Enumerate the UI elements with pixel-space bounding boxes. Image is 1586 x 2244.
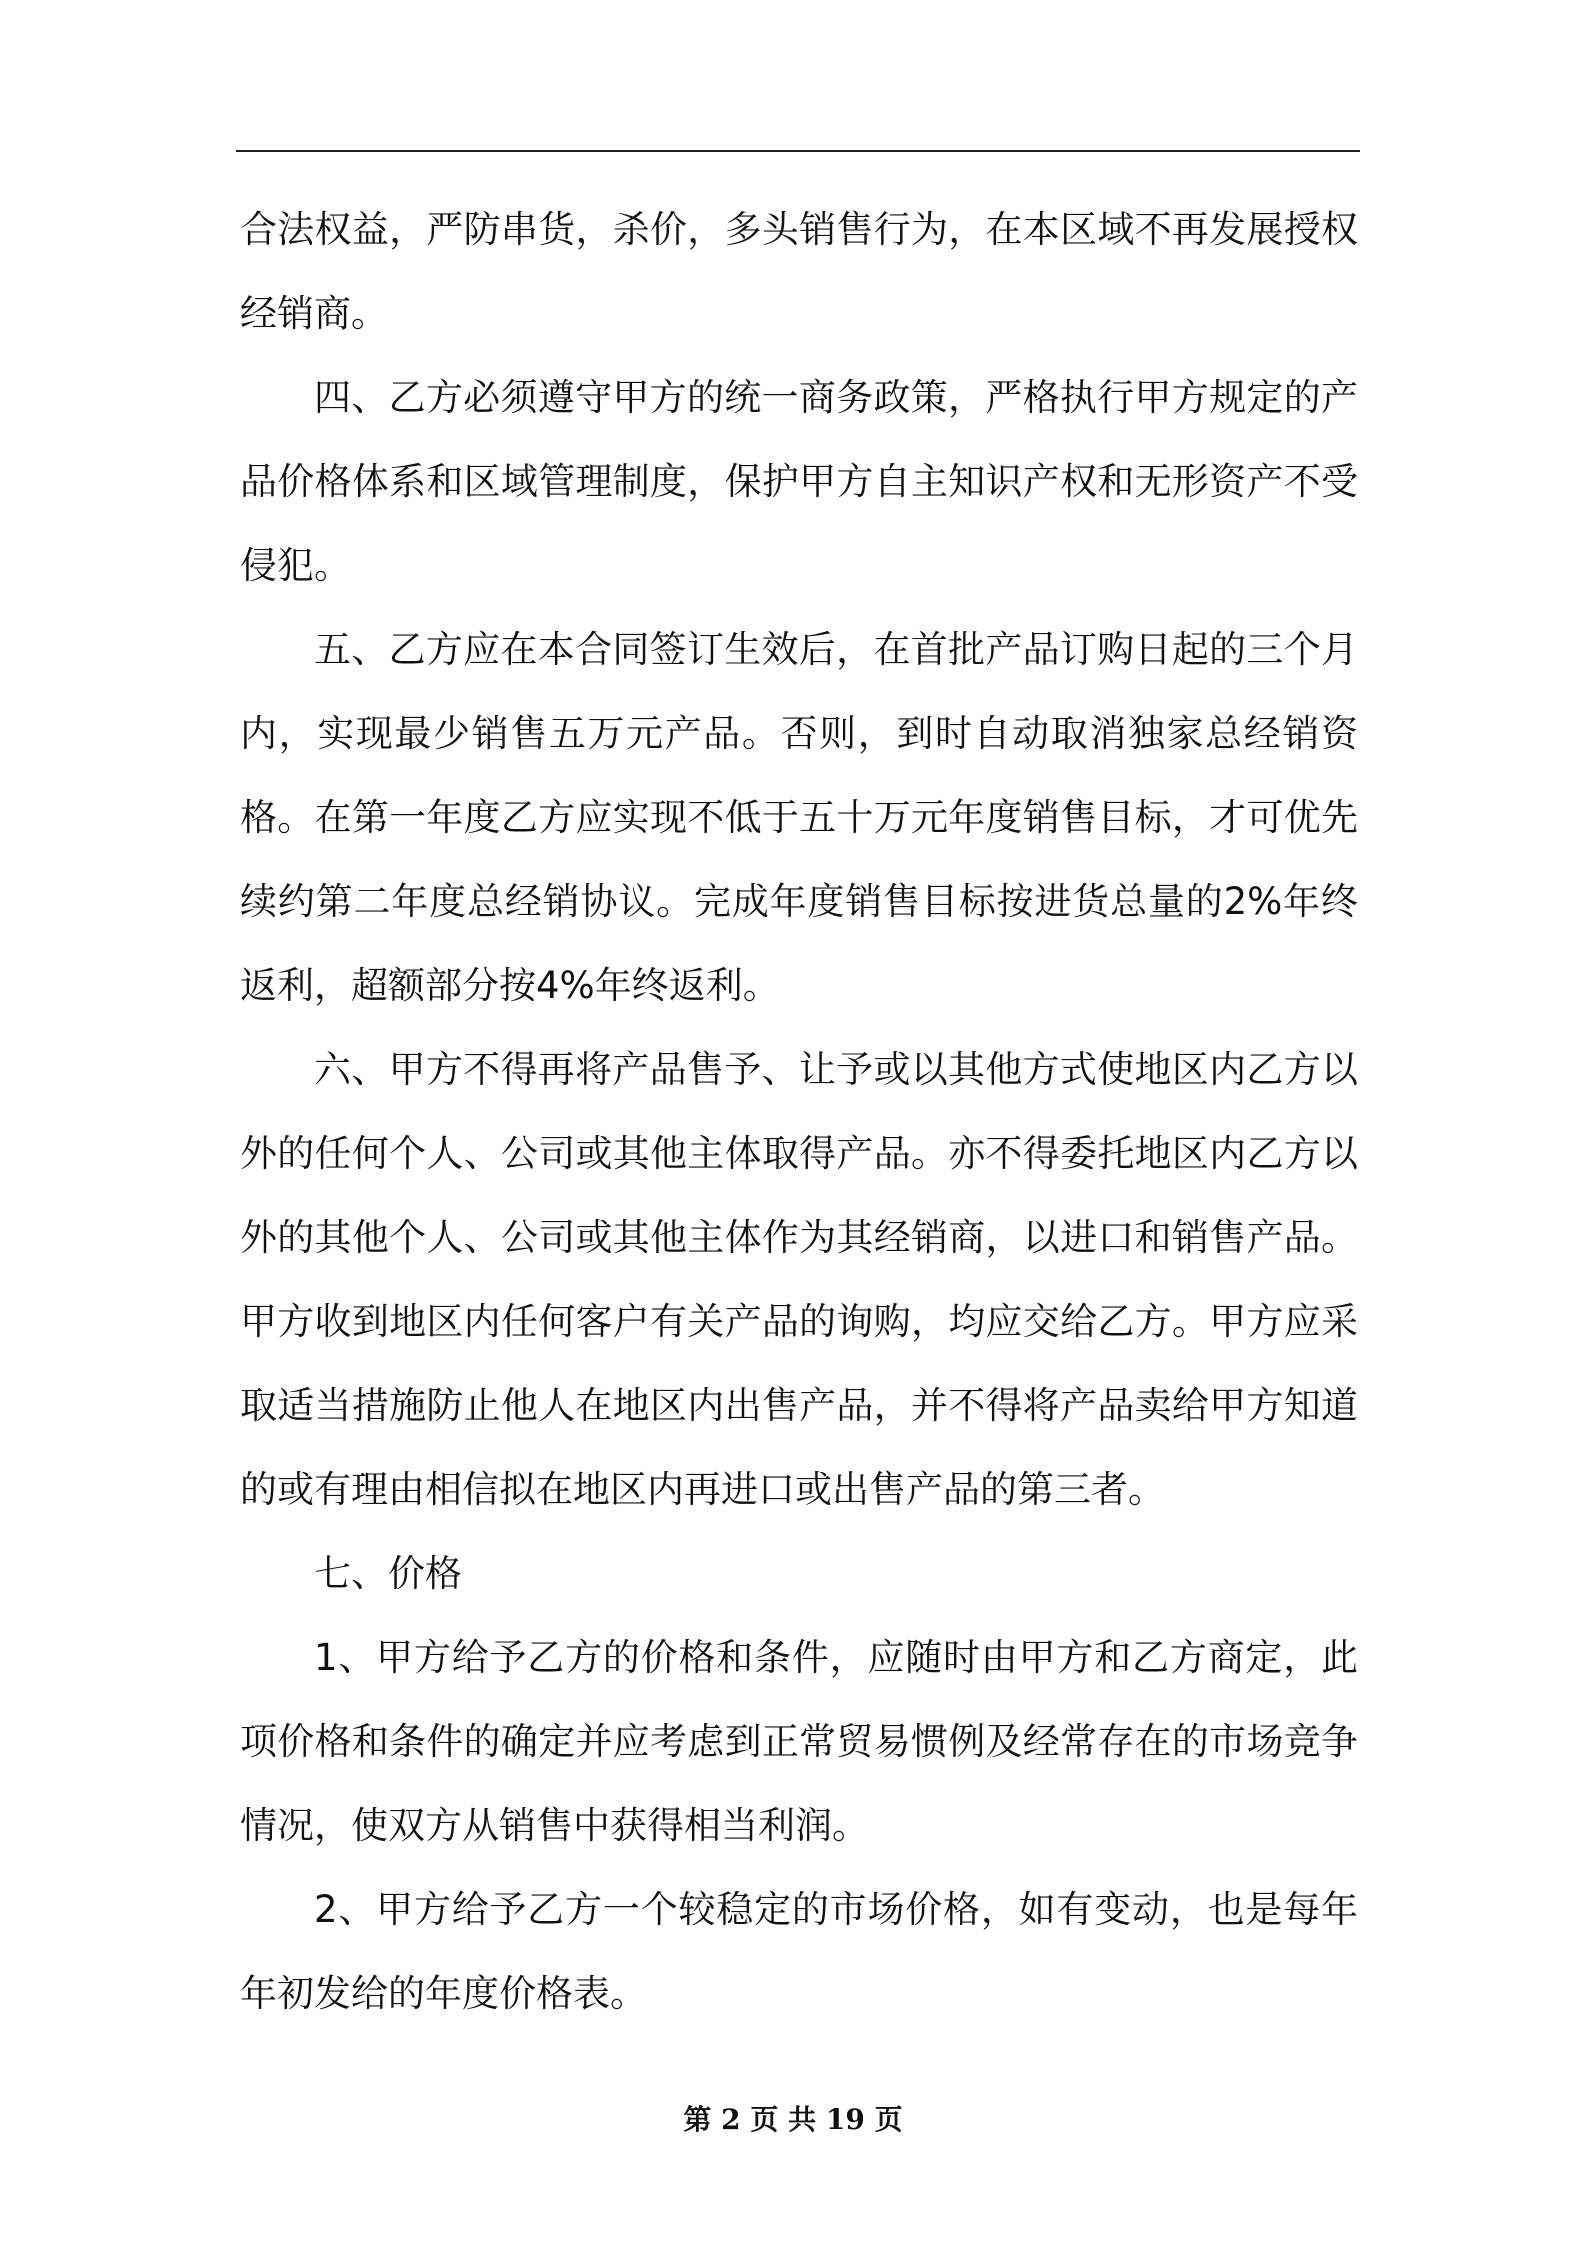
clause-7-heading: 七、价格: [314, 1552, 462, 1595]
paragraph-continuation: 合法权益，严防串货，杀价，多头销售行为，在本区域不再发展授权经销商。: [240, 208, 1358, 335]
page-number-footer: 第 2 页 共 19 页: [683, 2103, 903, 2136]
document-body: [240, 188, 1358, 2036]
clause-4: 四、乙方必须遵守甲方的统一商务政策，严格执行甲方规定的产品价格体系和区域管理制度，保护甲方自主知识产权和无形资产不受侵犯。: [240, 376, 1358, 587]
clause-5: 五、乙方应在本合同签订生效后，在首批产品订购日起的三个月内，实现最少销售五万元产品。否则，到时自动取消独家总经销资格。在第一年度乙方应实现不低于五十万元年度销售目标，才可优先续约第二年度总经销协议。完成年度销售目标按进货总量的2%年终返利，超额部分按4%年终返利。: [240, 628, 1358, 1007]
clause-7-item-1: 1、甲方给予乙方的价格和条件，应随时由甲方和乙方商定，此项价格和条件的确定并应考虑到正常贸易惯例及经常存在的市场竞争情况，使双方从销售中获得相当利润。: [240, 1636, 1358, 1847]
clause-6: 六、甲方不得再将产品售予、让予或以其他方式使地区内乙方以外的任何个人、公司或其他主体取得产品。亦不得委托地区内乙方以外的其他个人、公司或其他主体作为其经销商，以进口和销售产品。甲方收到地区内任何客户有关产品的询购，均应交给乙方。甲方应采取适当措施防止他人在地区内出售产品，并不得将产品卖给甲方知道的或有理由相信拟在地区内再进口或出售产品的第三者。: [240, 1048, 1358, 1511]
clause-7-item-2: 2、甲方给予乙方一个较稳定的市场价格，如有变动，也是每年年初发给的年度价格表。: [240, 1888, 1358, 2015]
header-rule: [236, 150, 1360, 152]
